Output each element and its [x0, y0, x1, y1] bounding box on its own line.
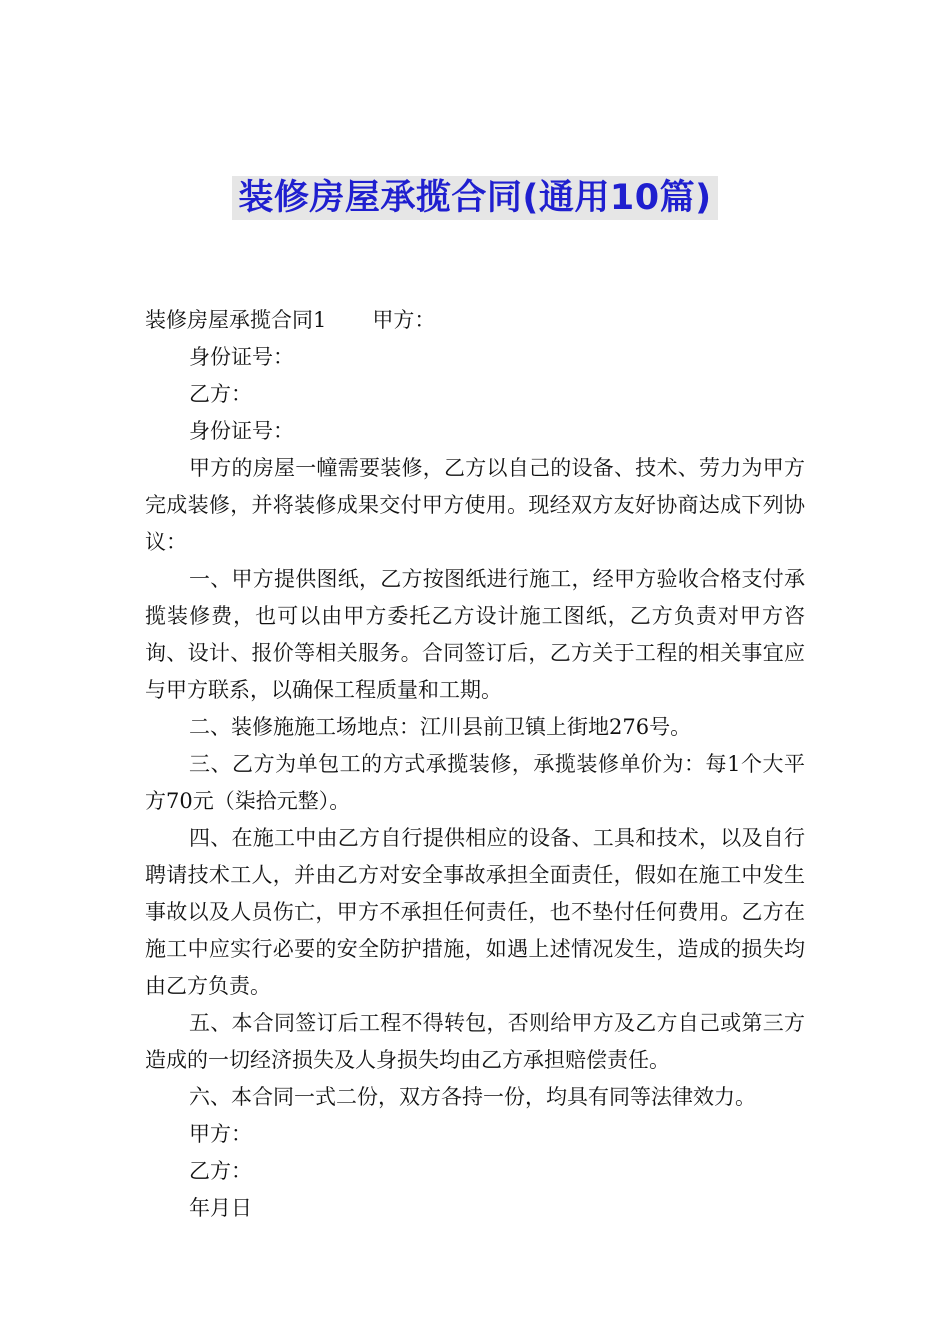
clause-1: 一、甲方提供图纸，乙方按图纸进行施工，经甲方验收合格支付承揽装修费，也可以由甲方委托乙方设计施工图纸，乙方负责对甲方咨询、设计、报价等相关服务。合同签订后，乙方关于工程的相关事宜应与甲方联系，以确保工程质量和工期。	[145, 567, 805, 702]
clause-6: 六、本合同一式二份，双方各持一份，均具有同等法律效力。	[189, 1085, 756, 1109]
clause-3: 三、乙方为单包工的方式承揽装修，承揽装修单价为：每1个大平方70元（柒拾元整）。	[145, 752, 805, 813]
party-a-label: 甲方：	[372, 308, 436, 332]
id-number-b: 身份证号：	[189, 419, 294, 443]
paragraph-preamble: 甲方的房屋一幢需要装修，乙方以自己的设备、技术、劳力为甲方完成装修，并将装修成果交付甲方使用。现经双方友好协商达成下列协议：	[145, 456, 805, 554]
clause-4: 四、在施工中由乙方自行提供相应的设备、工具和技术，以及自行聘请技术工人，并由乙方对安全事故承担全面责任，假如在施工中发生事故以及人员伤亡，甲方不承担任何责任，也不垫付任何费用。乙方在施工中应实行必要的安全防护措施，如遇上述情况发生，造成的损失均由乙方负责。	[145, 826, 805, 998]
document-body	[145, 302, 805, 1227]
intro-line	[145, 302, 805, 339]
title-container	[0, 176, 950, 220]
document-title: 装修房屋承揽合同(通用10篇)	[232, 176, 717, 220]
clause-2: 二、装修施施工场地点：江川县前卫镇上街地276号。	[189, 715, 692, 739]
id-number-a: 身份证号：	[189, 345, 294, 369]
signature-party-a: 甲方：	[189, 1122, 252, 1146]
party-b-label: 乙方：	[189, 382, 252, 406]
clause-5: 五、本合同签订后工程不得转包，否则给甲方及乙方自己或第三方造成的一切经济损失及人身损失均由乙方承担赔偿责任。	[145, 1011, 805, 1072]
signature-party-b: 乙方：	[189, 1159, 252, 1183]
signature-date: 年月日	[189, 1196, 252, 1220]
contract-heading: 装修房屋承揽合同1	[145, 308, 327, 332]
